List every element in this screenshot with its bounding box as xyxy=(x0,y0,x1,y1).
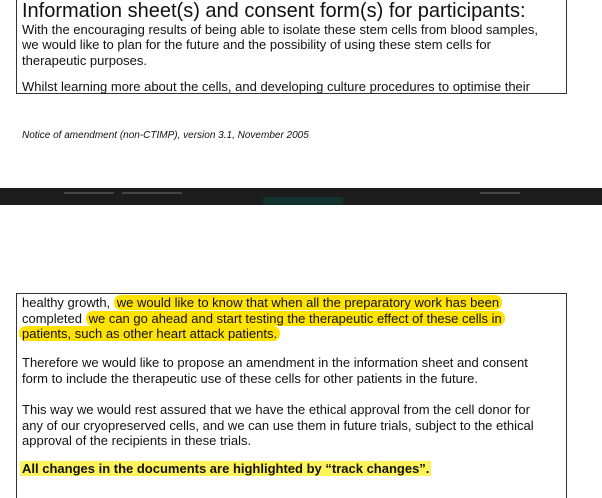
paragraph-track-changes xyxy=(22,461,562,477)
paragraph-line xyxy=(22,295,562,311)
paragraph-line: we would like to plan for the future and the possibility of using these stem cells for xyxy=(22,37,491,53)
paragraph-line: approval of the recipients in these trials. xyxy=(22,433,252,448)
paragraph-line: With the encouraging results of being able to isolate these stem cells from blood samples, xyxy=(22,22,538,37)
page-break-band xyxy=(0,188,602,205)
band-accent xyxy=(263,197,343,205)
intro-paragraph xyxy=(22,22,562,68)
paragraph-line: This way we would rest assured that we have the ethical approval from the cell donor for xyxy=(22,402,530,417)
paragraph-line: therapeutic purposes. xyxy=(22,52,148,68)
paragraph-line: form to include the therapeutic use of these cells for other patients in the future. xyxy=(22,370,478,386)
plain-text: healthy growth, xyxy=(22,295,114,310)
band-mark xyxy=(64,192,114,194)
paragraph-ethics xyxy=(22,402,562,449)
plain-text: completed xyxy=(22,310,86,326)
highlighted-text: patients, such as other heart attack patients. xyxy=(19,326,280,341)
page-footer-note: Notice of amendment (non-CTIMP), version 3.1, November 2005 xyxy=(22,130,309,141)
band-mark xyxy=(122,192,182,194)
highlighted-text: we can go ahead and start testing the therapeutic effect of these cells in xyxy=(86,311,505,326)
paragraph-line xyxy=(22,311,562,327)
band-mark xyxy=(480,192,520,194)
highlighted-text: we would like to know that when all the preparatory work has been xyxy=(114,295,502,310)
partial-paragraph-line: Whilst learning more about the cells, and developing culture procedures to optimise their xyxy=(22,79,530,94)
document-page-bottom xyxy=(0,205,602,496)
paragraph-amendment xyxy=(22,355,562,386)
paragraph-highlighted xyxy=(22,295,562,342)
paragraph-line: any of our cryopreserved cells, and we can use them in future trials, subject to the ethical xyxy=(22,417,534,433)
paragraph-line: Therefore we would like to propose an amendment in the information sheet and consent xyxy=(22,355,528,370)
paragraph-line xyxy=(22,461,562,477)
section-heading: Information sheet(s) and consent form(s) for participants: xyxy=(22,0,526,22)
paragraph-line xyxy=(22,326,562,342)
bold-highlighted-text: All changes in the documents are highlighted by “track changes”. xyxy=(22,461,430,476)
document-page-top xyxy=(0,0,602,188)
